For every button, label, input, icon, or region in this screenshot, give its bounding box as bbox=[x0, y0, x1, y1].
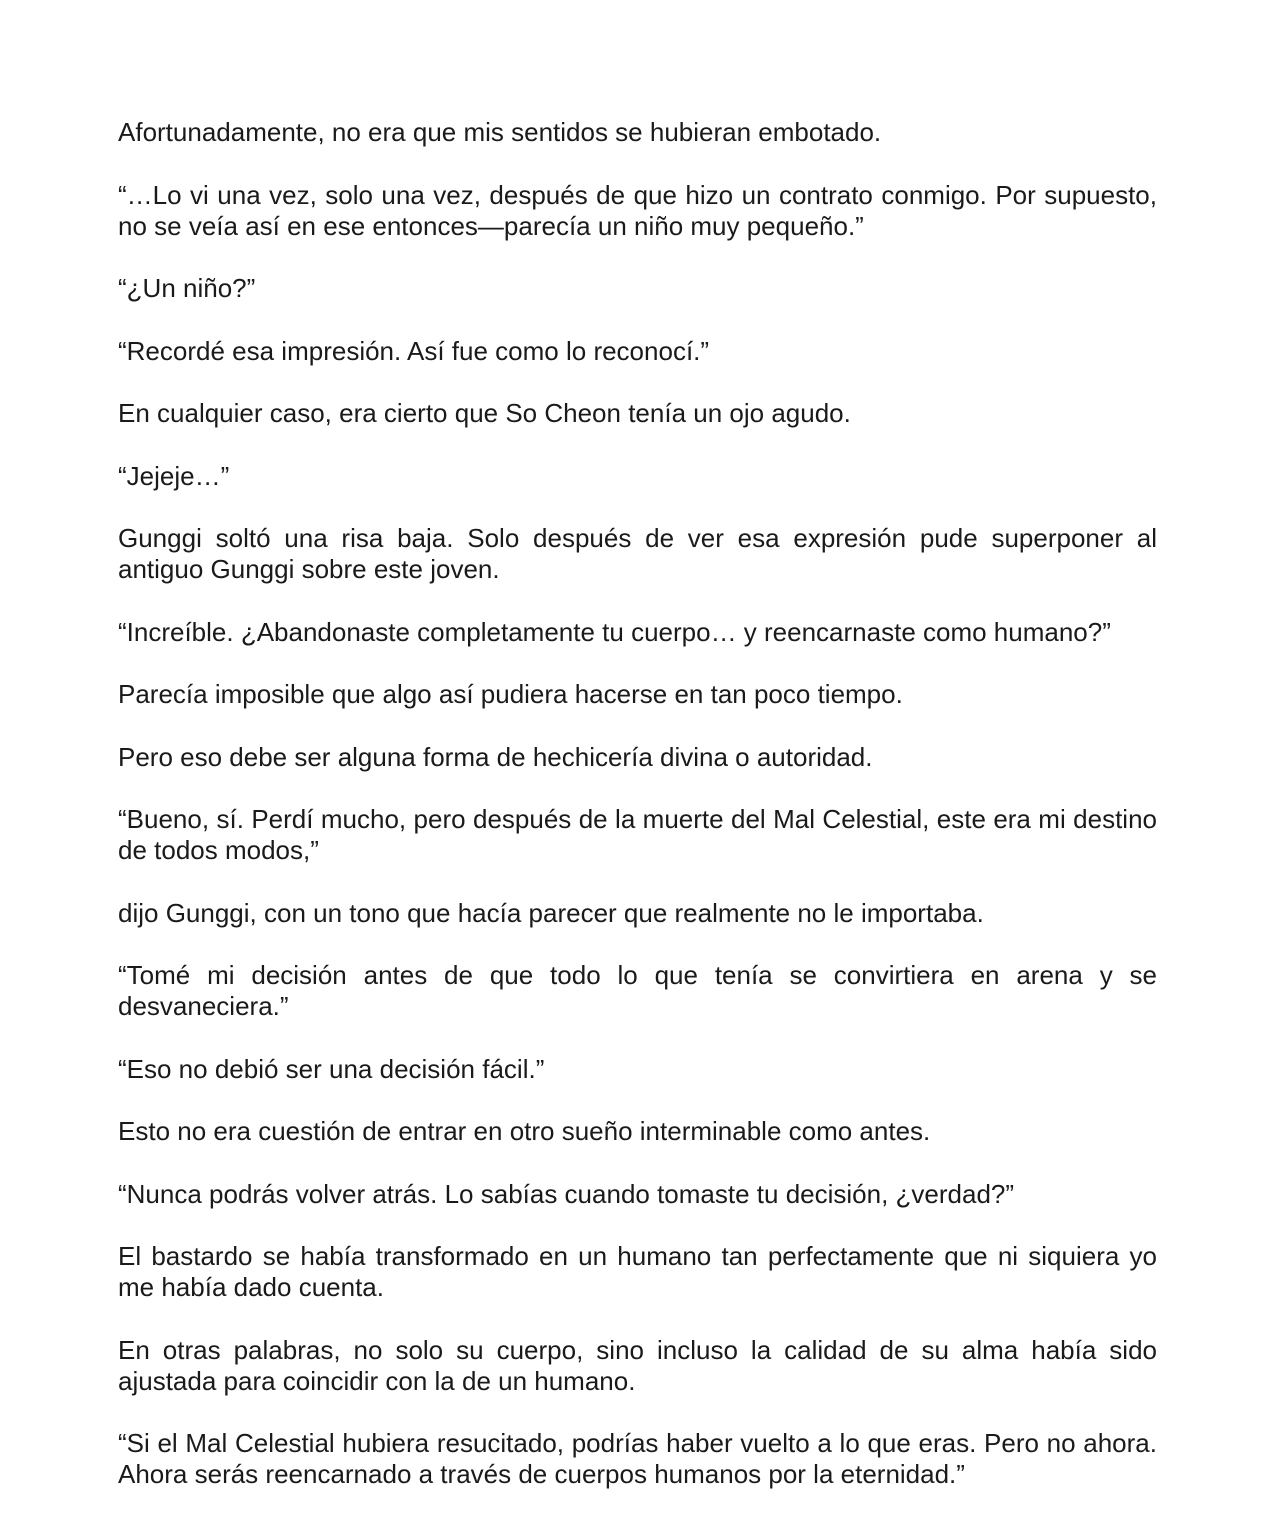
paragraph: “Jejeje…” bbox=[118, 460, 230, 491]
paragraph: El bastardo se había transformado en un humano tan perfectamente que ni siquiera yo me había dado cuenta. bbox=[118, 1241, 1157, 1302]
paragraph: En otras palabras, no solo su cuerpo, sino incluso la calidad de su alma había sido ajustada para coincidir con la de un humano. bbox=[118, 1334, 1157, 1396]
paragraph: Pero eso debe ser alguna forma de hechicería divina o autoridad. bbox=[118, 741, 873, 772]
paragraph: En cualquier caso, era cierto que So Cheon tenía un ojo agudo. bbox=[118, 398, 851, 428]
paragraph: “¿Un niño?” bbox=[118, 273, 256, 303]
paragraph: “Si el Mal Celestial hubiera resucitado, podrías haber vuelto a lo que eras. Pero no ahora. Ahora serás reencarnado a través de cuerpos humanos por la eternidad.” bbox=[118, 1428, 1157, 1489]
paragraph: “Eso no debió ser una decisión fácil.” bbox=[118, 1053, 545, 1084]
paragraph: “Bueno, sí. Perdí mucho, pero después de la muerte del Mal Celestial, este era mi destino de todos modos,” bbox=[118, 804, 1157, 865]
paragraph: “Tomé mi decisión antes de que todo lo que tenía se convirtiera en arena y se desvaneciera.” bbox=[118, 960, 1157, 1021]
paragraph: Afortunadamente, no era que mis sentidos se hubieran embotado. bbox=[118, 117, 882, 147]
paragraph: “Nunca podrás volver atrás. Lo sabías cuando tomaste tu decisión, ¿verdad?” bbox=[118, 1178, 1015, 1209]
paragraph: Esto no era cuestión de entrar en otro sueño interminable como antes. bbox=[118, 1116, 931, 1146]
paragraph: Gunggi soltó una risa baja. Solo después de ver esa expresión pude superponer al antiguo Gunggi sobre este joven. bbox=[118, 523, 1157, 584]
document-page bbox=[118, 117, 1157, 1522]
paragraph: “Increíble. ¿Abandonaste completamente tu cuerpo… y reencarnaste como humano?” bbox=[118, 616, 1111, 647]
paragraph: “Recordé esa impresión. Así fue como lo reconocí.” bbox=[118, 335, 710, 366]
paragraph: dijo Gunggi, con un tono que hacía parecer que realmente no le importaba. bbox=[118, 897, 984, 928]
paragraph: “…Lo vi una vez, solo una vez, después de que hizo un contrato conmigo. Por supuesto, no se veía así en ese entonces—parecía un niño muy pequeño.” bbox=[118, 179, 1157, 241]
paragraph: Parecía imposible que algo así pudiera hacerse en tan poco tiempo. bbox=[118, 679, 903, 709]
